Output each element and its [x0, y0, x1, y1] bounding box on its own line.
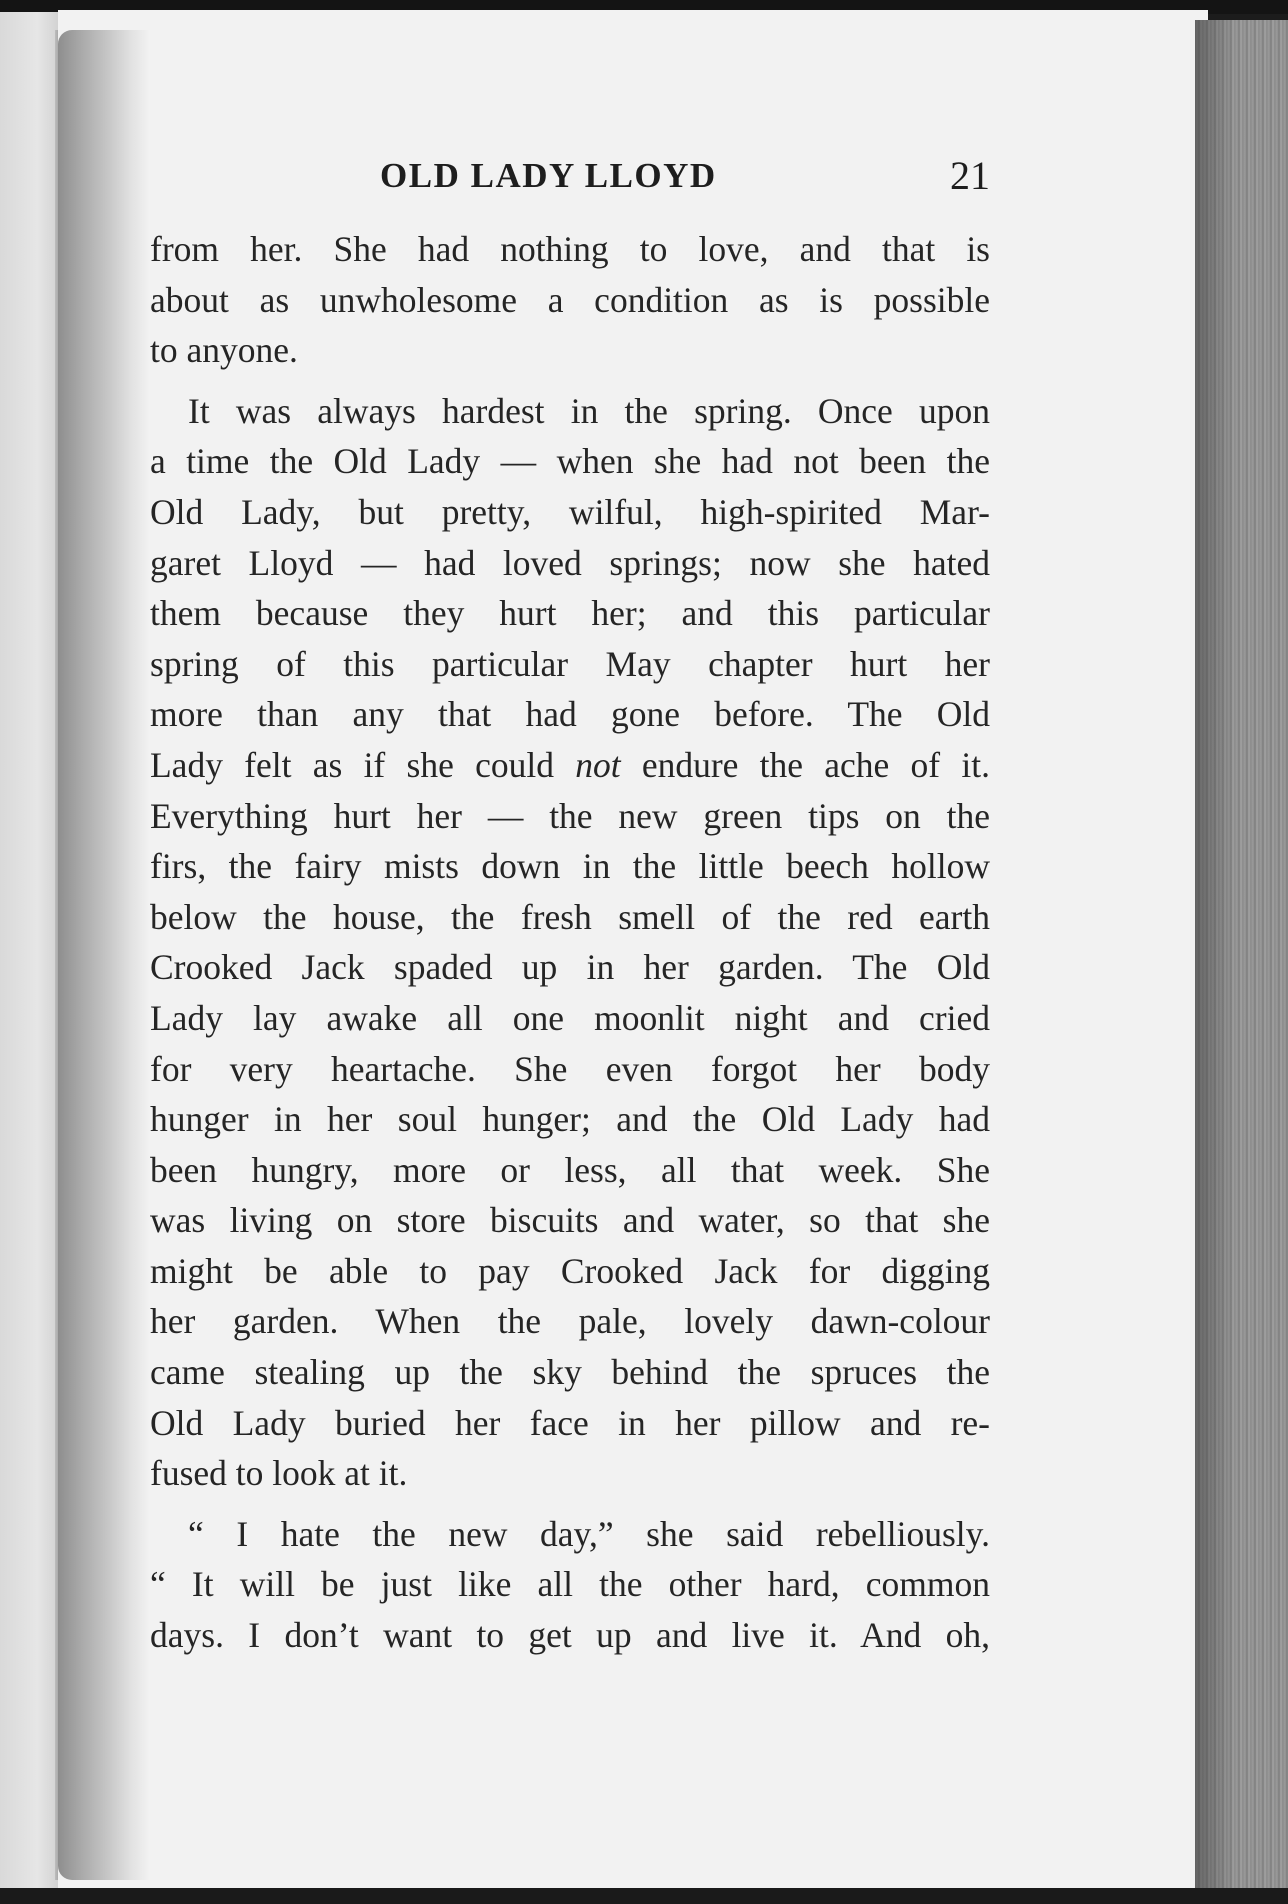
page-number: 21: [950, 153, 990, 198]
text-line: a time the Old Lady — when she had not been the: [150, 441, 990, 482]
gutter-shadow: [58, 30, 150, 1880]
running-head: [150, 152, 990, 202]
text-run: endure the ache of it.: [620, 744, 990, 785]
text-line: fused to look at it.: [150, 1453, 408, 1494]
text-line: Old Lady, but pretty, wilful, high-spirited Mar-: [150, 491, 990, 532]
text-line: more than any that had gone before. The Old: [150, 694, 990, 735]
text-line: spring of this particular May chapter hurt her: [150, 643, 990, 684]
page-stack-shadow: [1195, 20, 1235, 1890]
text-line: from her. She had nothing to love, and that is: [150, 229, 990, 269]
text-line: Old Lady buried her face in her pillow and re-: [150, 1402, 990, 1443]
text-line: [150, 740, 990, 791]
text-line: below the house, the fresh smell of the red earth: [150, 896, 990, 937]
facing-page-edge: [0, 12, 62, 1892]
text-line: might be able to pay Crooked Jack for digging: [150, 1250, 990, 1291]
text-line: her garden. When the pale, lovely dawn-colour: [150, 1301, 990, 1342]
text-run: Lady felt as if she could: [150, 744, 576, 785]
scan-border-bottom: [0, 1888, 1288, 1904]
text-line: came stealing up the sky behind the spruces the: [150, 1352, 990, 1393]
text-line: to anyone.: [150, 330, 298, 371]
text-line: “ It will be just like all the other hard, common: [150, 1564, 990, 1605]
text-line: “ I hate the new day,” she said rebelliously.: [188, 1513, 990, 1554]
text-line: was living on store biscuits and water, so that she: [150, 1200, 990, 1241]
paragraph: [150, 1509, 990, 1661]
paragraph: [150, 386, 990, 1499]
text-line: for very heartache. She even forgot her body: [150, 1048, 990, 1089]
text-line: firs, the fairy mists down in the little beech hollow: [150, 846, 990, 887]
text-line: about as unwholesome a condition as is possible: [150, 279, 990, 320]
text-line: Everything hurt her — the new green tips on the: [150, 795, 990, 836]
text-line: Crooked Jack spaded up in her garden. The Old: [150, 947, 990, 988]
body-text: [150, 224, 990, 1661]
text-line: garet Lloyd — had loved springs; now she hated: [150, 542, 990, 583]
paragraph: [150, 224, 990, 376]
text-line: them because they hurt her; and this particular: [150, 593, 990, 634]
text-line: Lady lay awake all one moonlit night and cried: [150, 997, 990, 1038]
text-line: hunger in her soul hunger; and the Old Lady had: [150, 1099, 990, 1140]
italic-word: not: [575, 744, 621, 785]
text-line: been hungry, more or less, all that week. She: [150, 1149, 990, 1190]
running-title: OLD LADY LLOYD: [380, 156, 717, 195]
text-line: days. I don’t want to get up and live it. And oh,: [150, 1615, 990, 1656]
text-line: It was always hardest in the spring. Once upon: [188, 390, 990, 431]
